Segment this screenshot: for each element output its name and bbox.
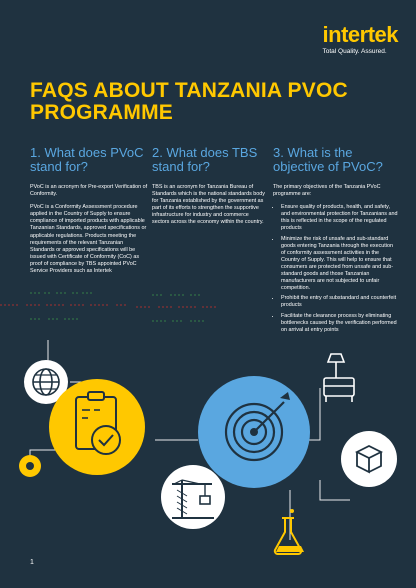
intertek-logo — [323, 24, 398, 55]
faq-column-3 — [273, 146, 398, 337]
clipboard-check-icon — [49, 379, 145, 475]
faq-column-1 — [30, 146, 148, 281]
page-number: 1 — [30, 559, 34, 566]
target-icon — [198, 376, 310, 488]
faq-answer-3-intro: The primary objectives of the Tanzania PVoC programme are: — [273, 184, 381, 198]
logo-tagline: Total Quality. Assured. — [322, 48, 387, 55]
faq-column-2 — [152, 146, 267, 233]
dot-icon — [19, 455, 41, 477]
bullet-item: • Ensure quality of products, health, and safety, and environmental protection for Tanzanians and this is reflected in the scope of the regulated products — [281, 204, 398, 232]
faq-answer-1-p1: PVoC is an acronym for Pre-export Verification of Conformity. — [30, 184, 148, 198]
illustration — [0, 340, 416, 588]
flask-icon — [275, 509, 304, 554]
faq-question-2: 2. What does TBS stand for? — [152, 145, 258, 174]
faq-answer-1-p2: PVoC is a Conformity Assessment procedure applied in the Country of Supply to ensure compliance of imported products with applicable Tanzanian Standards, approved specifications or applicable regulations. Products meeting the requirements of the relevant Tanzanian Standards or approved specifications will be issued with Certificate of Conformity (CoC) as proof of compliance by TBS appointed PVoC Service Providers such as Intertek — [30, 204, 147, 275]
decorative-dash-marks — [0, 285, 270, 335]
logo-wordmark: intertek — [322, 22, 398, 47]
faq-question-3: 3. What is the objective of PVoC? — [273, 145, 383, 174]
faq-question-1: 1. What does PVoC stand for? — [30, 145, 144, 174]
bullet-item: • Facilitate the clearance process by eliminating bottlenecks caused by the verification performed on arrival at entry points — [281, 313, 398, 334]
page-title: FAQS ABOUT TANZANIA PVOC PROGRAMME — [30, 79, 348, 124]
bullet-item: • Prohibit the entry of substandard and counterfeit products — [281, 295, 398, 309]
box-icon — [341, 431, 397, 487]
bullet-item: • Minimize the risk of unsafe and sub-standard goods entering Tanzania through the execution of conformity assessment activities in the Country of Supply. This will help to ensure that consumers are protected from unsafe and sub-standard goods and those Tanzanian manufacturers are not subjected to unfair competition. — [281, 236, 398, 293]
crane-icon — [161, 465, 225, 529]
faq-answer-3-bullets — [273, 204, 398, 334]
sofa-lamp-icon — [324, 354, 354, 402]
faq-answer-2-p1: TBS is an acronym for Tanzania Bureau of Standards which is the national standards body for Tanzania established by the government as part of its efforts to strengthen the supportive infrastructure for industry and commerce sectors across the economy within the country. — [152, 184, 265, 226]
